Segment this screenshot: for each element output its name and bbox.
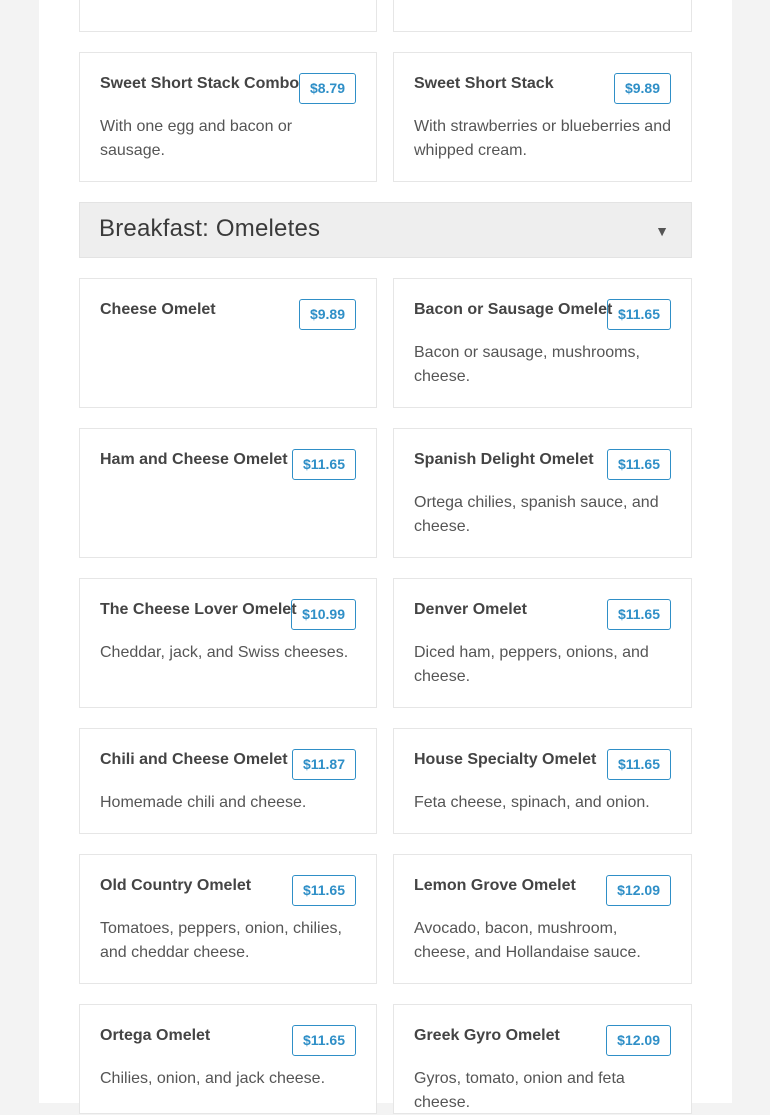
price-button[interactable]: $9.89 [614, 73, 671, 104]
menu-card-house-specialty-omelet [393, 728, 692, 834]
menu-card-cheese-lover-omelet [79, 578, 377, 708]
item-description: Feta cheese, spinach, and onion. [414, 794, 650, 811]
price-button[interactable]: $12.09 [606, 875, 671, 906]
price-button[interactable]: $9.89 [299, 299, 356, 330]
menu-card-sweet-short-stack-combo [79, 52, 377, 182]
menu-card-spanish-delight-omelet [393, 428, 692, 558]
item-description: Cheddar, jack, and Swiss cheeses. [100, 644, 349, 661]
item-name: Old Country Omelet [100, 877, 252, 894]
price-button[interactable]: $11.65 [292, 875, 356, 906]
menu-card-cheese-omelet [79, 278, 377, 408]
item-description: Bacon or sausage, mushrooms, cheese. [414, 344, 640, 385]
menu-page [39, 0, 732, 1111]
price-button[interactable]: $12.09 [606, 1025, 671, 1056]
section-header-omeletes[interactable] [79, 202, 692, 258]
price-button[interactable]: $11.87 [292, 749, 356, 780]
item-description: Tomatoes, peppers, onion, chilies, and cheddar cheese. [100, 920, 342, 961]
menu-card-old-country-omelet [79, 854, 377, 984]
triangle-down-icon[interactable]: ▼ [655, 223, 669, 239]
menu-card-partial-left [79, 0, 377, 32]
item-description: Diced ham, peppers, onions, and cheese. [414, 644, 649, 685]
item-name: Chili and Cheese Omelet [100, 751, 288, 768]
menu-card-lemon-grove-omelet [393, 854, 692, 984]
price-button[interactable]: $11.65 [607, 299, 671, 330]
price-button[interactable]: $11.65 [607, 599, 671, 630]
price-button[interactable]: $11.65 [607, 749, 671, 780]
item-description: With one egg and bacon or sausage. [100, 118, 293, 159]
item-name: Ortega Omelet [100, 1027, 211, 1044]
item-description: With strawberries or blueberries and whipped cream. [414, 118, 671, 159]
item-description: Homemade chili and cheese. [100, 794, 307, 811]
item-name: Sweet Short Stack Combo [100, 75, 300, 92]
price-button[interactable]: $11.65 [607, 449, 671, 480]
menu-card-sweet-short-stack [393, 52, 692, 182]
item-description: Ortega chilies, spanish sauce, and cheese. [414, 494, 659, 535]
item-description: Gyros, tomato, onion and feta cheese. [414, 1070, 625, 1111]
menu-card-greek-gyro-omelet [393, 1004, 692, 1114]
item-name: Sweet Short Stack [414, 75, 554, 92]
item-name: Cheese Omelet [100, 301, 216, 318]
item-name: House Specialty Omelet [414, 751, 597, 768]
price-button[interactable]: $11.65 [292, 449, 356, 480]
menu-card-partial-right [393, 0, 692, 32]
item-name: Lemon Grove Omelet [414, 877, 576, 894]
item-description: Avocado, bacon, mushroom, cheese, and Hollandaise sauce. [414, 920, 641, 961]
item-name: Greek Gyro Omelet [414, 1027, 560, 1044]
item-name: Ham and Cheese Omelet [100, 451, 288, 468]
price-button[interactable]: $8.79 [299, 73, 356, 104]
item-name: Bacon or Sausage Omelet [414, 301, 613, 318]
item-description: Chilies, onion, and jack cheese. [100, 1070, 326, 1087]
menu-card-denver-omelet [393, 578, 692, 708]
menu-card-ham-cheese-omelet [79, 428, 377, 558]
menu-card-bacon-sausage-omelet [393, 278, 692, 408]
item-name: Spanish Delight Omelet [414, 451, 594, 468]
section-title: Breakfast: Omeletes [99, 215, 321, 242]
menu-card-chili-cheese-omelet [79, 728, 377, 834]
item-name: The Cheese Lover Omelet [100, 601, 297, 618]
price-button[interactable]: $11.65 [292, 1025, 356, 1056]
item-name: Denver Omelet [414, 601, 527, 618]
menu-card-ortega-omelet [79, 1004, 377, 1114]
price-button[interactable]: $10.99 [291, 599, 356, 630]
